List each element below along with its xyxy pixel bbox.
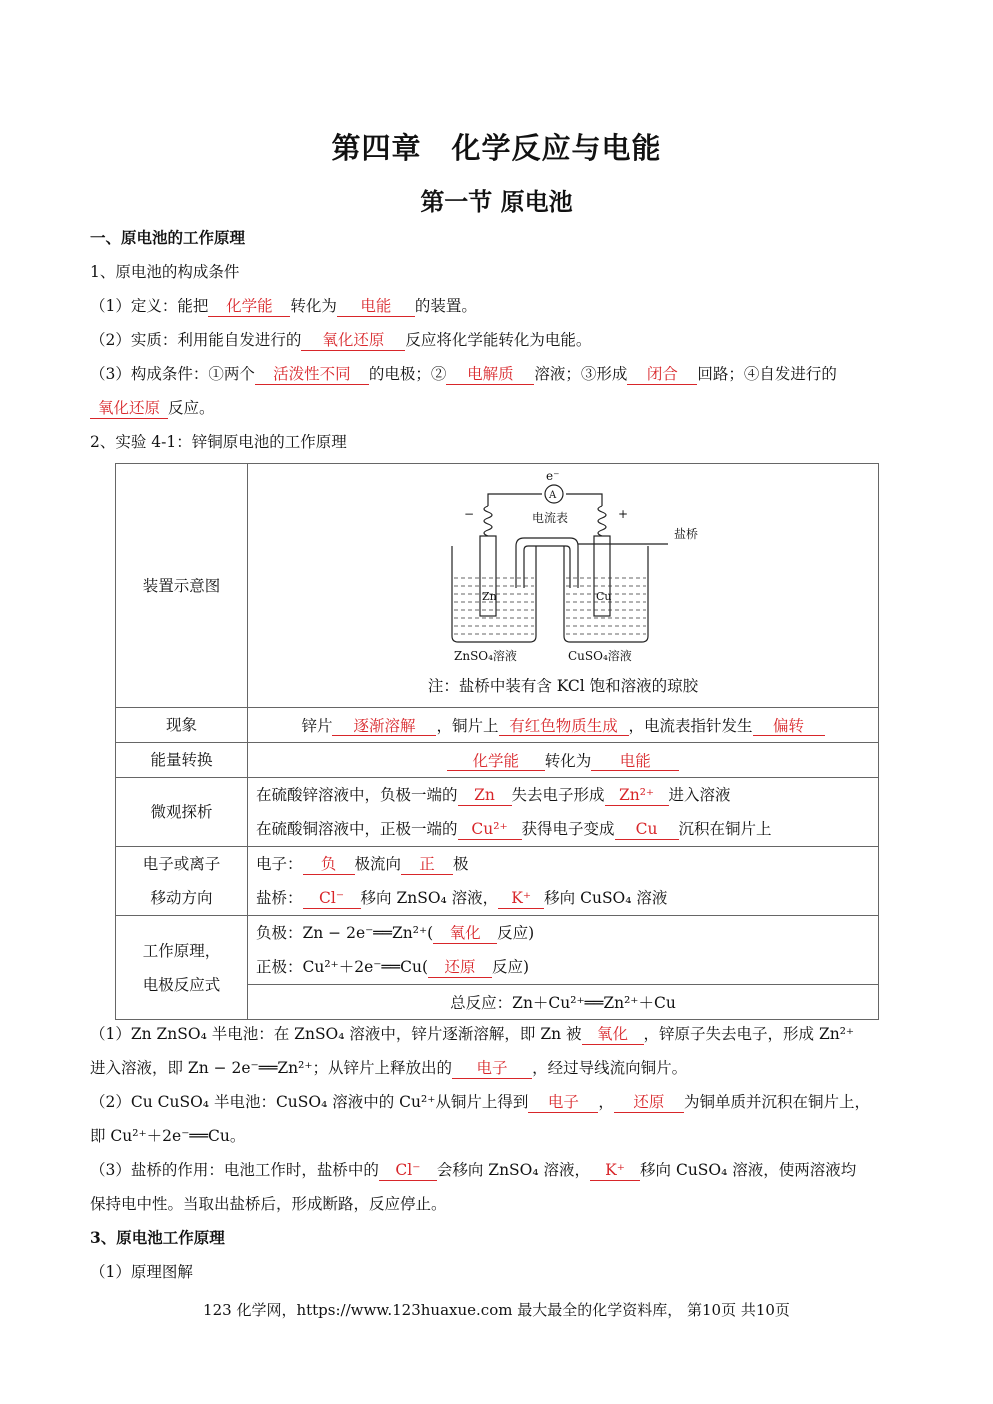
condition-line-2: 氧化还原 反应。 bbox=[90, 396, 215, 419]
blank-answer: 有红色物质生成 bbox=[499, 717, 629, 737]
heading-1: 一、原电池的工作原理 bbox=[90, 228, 246, 247]
page-footer: 123 化学网，https://www.123huaxue.com 最大最全的化学资料库， 第10页 共10页 bbox=[203, 1301, 790, 1319]
plus-sign: + bbox=[618, 506, 629, 521]
paragraph-3: （3）盐桥的作用：电池工作时，盐桥中的 Cl⁻ 会移向 ZnSO₄ 溶液， K⁺ 移向 CuSO₄ 溶液，使两溶液均 bbox=[90, 1161, 857, 1179]
blank-answer: 氧化 bbox=[582, 1025, 644, 1045]
blank-answer: 还原 bbox=[428, 958, 492, 978]
paragraph-1b: 进入溶液，即 Zn − 2e⁻══Zn²⁺；从锌片上释放出的 电子 ，经过导线流向铜片。 bbox=[90, 1059, 688, 1077]
blank-answer: 还原 bbox=[614, 1093, 684, 1113]
cuso4-label: CuSO₄溶液 bbox=[568, 648, 632, 663]
definition-line: （1）定义：能把 化学能 转化为 电能 的装置。 bbox=[90, 297, 477, 315]
blank-answer: K⁺ bbox=[590, 1161, 640, 1181]
blank-answer: Zn bbox=[458, 786, 512, 806]
energy-cell: 化学能 转化为 电能 bbox=[248, 743, 879, 778]
item-3: 3、原电池工作原理 bbox=[90, 1228, 225, 1247]
label-micro: 微观探析 bbox=[116, 778, 248, 847]
cu-electrode-label: Cu bbox=[596, 589, 612, 603]
salt-bridge-label: 盐桥 bbox=[674, 526, 699, 541]
blank-answer: 偏转 bbox=[753, 717, 825, 737]
electron-label: e⁻ bbox=[546, 468, 560, 483]
zn-electrode-label: Zn bbox=[482, 589, 497, 603]
essence-line: （2）实质：利用能自发进行的 氧化还原 反应将化学能转化为电能。 bbox=[90, 331, 592, 349]
blank-answer: 正 bbox=[401, 855, 453, 875]
condition-line: （3）构成条件：①两个 活泼性不同 的电极；② 电解质 溶液；③形成 闭合 回路；④自发进行的 bbox=[90, 365, 837, 383]
label-energy: 能量转换 bbox=[116, 743, 248, 778]
item-3-1: （1）原理图解 bbox=[90, 1263, 193, 1281]
blank-answer: 负 bbox=[303, 855, 355, 875]
blank-answer: 活泼性不同 bbox=[255, 365, 369, 385]
label-phenomenon: 现象 bbox=[116, 708, 248, 743]
item-2: 2、实验 4-1：锌铜原电池的工作原理 bbox=[90, 433, 347, 451]
blank-answer: Cu bbox=[615, 820, 679, 840]
paragraph-1: （1）Zn ZnSO₄ 半电池：在 ZnSO₄ 溶液中，锌片逐渐溶解，即 Zn 被 氧化 ，锌原子失去电子，形成 Zn²⁺ bbox=[90, 1025, 855, 1043]
blank-answer: Cl⁻ bbox=[303, 889, 361, 909]
label-move: 电子或离子 移动方向 bbox=[116, 847, 248, 916]
move-cell: 电子： 负 极流向 正 极 盐桥： Cl⁻ 移向 ZnSO₄ 溶液， K⁺ 移向 CuSO₄ 溶液 bbox=[248, 847, 879, 916]
work-cell: 负极：Zn − 2e⁻══Zn²⁺( 氧化 反应) 正极：Cu²⁺＋2e⁻══Cu( 还原 反应) bbox=[248, 916, 879, 985]
blank-answer: Cl⁻ bbox=[379, 1161, 437, 1181]
blank-answer: 电子 bbox=[452, 1059, 532, 1079]
ammeter-symbol: A bbox=[549, 489, 557, 501]
znso4-label: ZnSO₄溶液 bbox=[454, 648, 517, 663]
blank-answer: 氧化还原 bbox=[301, 331, 405, 351]
blank-answer: 电子 bbox=[528, 1093, 598, 1113]
total-reaction: 总反应：Zn＋Cu²⁺══Zn²⁺＋Cu bbox=[248, 985, 879, 1020]
blank-answer: 化学能 bbox=[447, 752, 545, 772]
blank-answer: Cu²⁺ bbox=[458, 820, 522, 840]
device-cell bbox=[248, 464, 879, 708]
blank-answer: 电能 bbox=[337, 297, 415, 317]
blank-answer: 氧化 bbox=[433, 924, 497, 944]
chapter-title: 第四章 化学反应与电能 bbox=[331, 131, 662, 165]
blank-answer: 闭合 bbox=[627, 365, 697, 385]
section-title: 第一节 原电池 bbox=[420, 187, 573, 216]
minus-sign: − bbox=[464, 506, 475, 521]
paragraph-2: （2）Cu CuSO₄ 半电池：CuSO₄ 溶液中的 Cu²⁺从铜片上得到 电子 ， 还原 为铜单质并沉积在铜片上， bbox=[90, 1093, 870, 1111]
blank-answer: K⁺ bbox=[498, 889, 544, 909]
label-device: 装置示意图 bbox=[116, 464, 248, 708]
blank-answer: 氧化还原 bbox=[90, 399, 168, 419]
micro-cell: 在硫酸锌溶液中，负极一端的 Zn 失去电子形成 Zn²⁺ 进入溶液 在硫酸铜溶液中，正极一端的 Cu²⁺ 获得电子变成 Cu 沉积在铜片上 bbox=[248, 778, 879, 847]
blank-answer: 逐渐溶解 bbox=[332, 717, 436, 737]
blank-answer: 化学能 bbox=[208, 297, 290, 317]
blank-answer: 电能 bbox=[591, 752, 679, 772]
item-1: 1、原电池的构成条件 bbox=[90, 263, 240, 281]
cell-diagram bbox=[248, 466, 878, 676]
paragraph-2b: 即 Cu²⁺＋2e⁻══Cu。 bbox=[90, 1127, 246, 1145]
label-work: 工作原理， 电极反应式 bbox=[116, 916, 248, 1020]
blank-answer: Zn²⁺ bbox=[605, 786, 669, 806]
phenomenon-cell: 锌片 逐渐溶解 ，铜片上 有红色物质生成 ，电流表指针发生 偏转 bbox=[248, 708, 879, 743]
bridge-note: 注：盐桥中装有含 KCl 饱和溶液的琼胶 bbox=[427, 676, 699, 695]
blank-answer: 电解质 bbox=[446, 365, 534, 385]
experiment-table bbox=[115, 463, 879, 1020]
paragraph-3b: 保持电中性。当取出盐桥后，形成断路，反应停止。 bbox=[90, 1195, 447, 1213]
ammeter-label: 电流表 bbox=[532, 510, 569, 525]
